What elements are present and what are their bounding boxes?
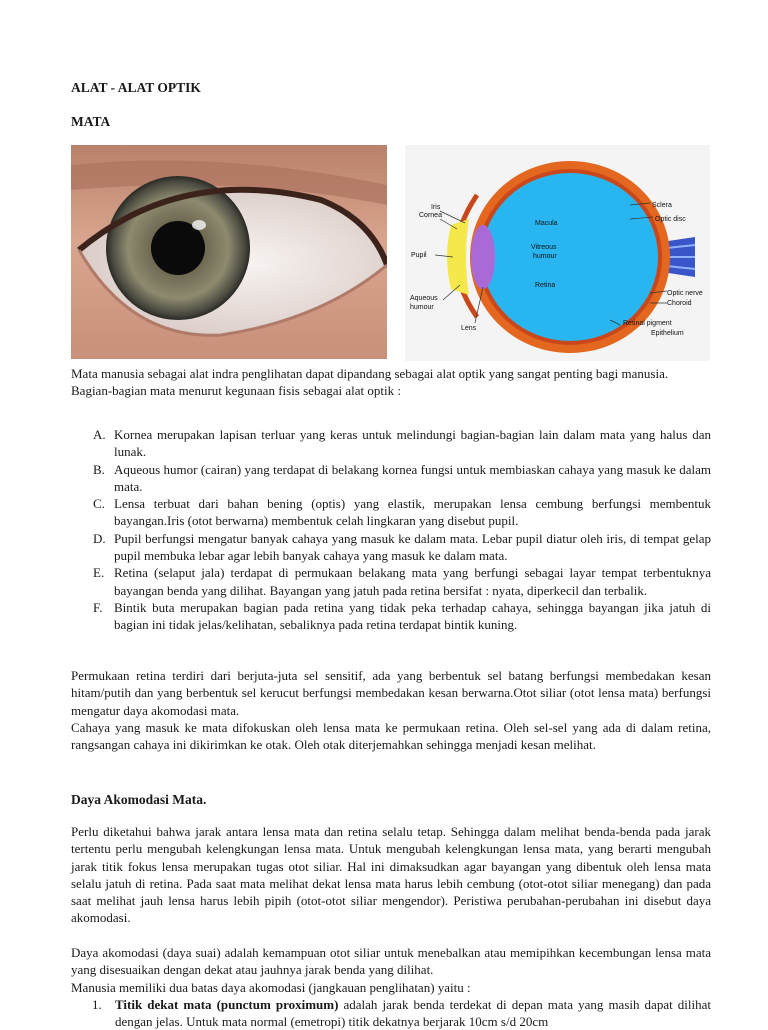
section-heading-mata: MATA xyxy=(71,114,111,129)
list-marker: E. xyxy=(93,565,105,581)
daya-paragraph-2: Daya akomodasi (daya suai) adalah kemampuan otot siliar untuk menebalkan atau memipihkan kecembungan lensa mata yang disesuaikan dengan dekat atau jauhnya jarak benda yang dilihat. xyxy=(71,945,711,978)
intro-section xyxy=(71,365,711,400)
vitreous-shape xyxy=(482,173,658,341)
label-lens: Lens xyxy=(461,325,477,332)
list-item xyxy=(71,564,711,599)
accommodation-limits-list xyxy=(71,996,711,1030)
label-retina: Retina xyxy=(535,282,556,289)
label-sclera: Sclera xyxy=(652,202,672,209)
list-item-text: Aqueous humor (cairan) yang terdapat di belakang kornea fungsi untuk membiaskan cahaya yang masuk ke dalam mata. xyxy=(114,461,711,494)
retina-section xyxy=(71,667,711,753)
intro-paragraph-1: Mata manusia sebagai alat indra penglihatan dapat dipandang sebagai alat optik yang sangat penting bagi manusia. xyxy=(71,366,669,381)
list-marker: B. xyxy=(93,461,105,477)
lens-shape xyxy=(471,225,495,289)
list-item-text: Retina (selaput jala) terdapat di permukaan belakang mata yang berfungi sebagai layar tempat terbentuknya bayangan benda yang dilihat. Bayangan yang jatuh pada retina bersifat : nyata, diperkecil dan terbalik. xyxy=(114,565,711,598)
list-item xyxy=(71,996,711,1030)
label-cornea: Cornea xyxy=(419,212,442,219)
list-item xyxy=(71,461,711,496)
list-marker: D. xyxy=(93,530,106,546)
label-iris: Iris xyxy=(431,204,441,211)
section-heading-daya-akomodasi: Daya Akomodasi Mata. xyxy=(71,792,207,807)
label-vitreous-humour: humour xyxy=(533,253,557,260)
retina-paragraph-1: Permukaan retina terdiri dari berjuta-juta sel sensitif, ada yang berbentuk sel batang berfungsi membedakan kesan hitam/putih dan yang berbentuk sel kerucut berfungsi membedakan kesan berwarna.Otot siliar (otot lensa mata) berfungsi mengatur daya akomodasi mata. xyxy=(71,668,711,718)
document-title: ALAT - ALAT OPTIK xyxy=(71,80,201,95)
daya-paragraph-3: Manusia memiliki dua batas daya akomodasi (jangkauan penglihatan) yaitu : xyxy=(71,979,471,995)
eye-parts-list xyxy=(71,426,711,634)
list-item xyxy=(71,599,711,634)
list-item xyxy=(71,495,711,530)
list-item-text: Kornea merupakan lapisan terluar yang keras untuk melindungi bagian-bagian lain dalam mata yang halus dan lunak. xyxy=(114,427,711,460)
list-marker: F. xyxy=(93,599,103,615)
list-item-term: Titik dekat mata (punctum proximum) xyxy=(115,996,339,1012)
label-optic-nerve: Optic nerve xyxy=(667,290,703,297)
list-marker: C. xyxy=(93,496,105,512)
label-aqueous-humour: humour xyxy=(410,304,434,311)
label-macula: Macula xyxy=(535,220,558,227)
retina-paragraph-2: Cahaya yang masuk ke mata difokuskan oleh lensa mata ke permukaan retina. Oleh sel-sel yang ada di dalam retina, rangsangan cahaya ini dikirimkan ke otak. Oleh otak diterjemahkan sehingga menjadi kesan melihat. xyxy=(71,719,711,753)
daya-paragraph-1-block xyxy=(71,823,711,927)
label-choroid: Choroid xyxy=(667,300,692,307)
eye-anatomy-diagram xyxy=(405,145,710,361)
label-epithelium: Epithelium xyxy=(651,330,684,337)
daya-paragraph-1: Perlu diketahui bahwa jarak antara lensa mata dan retina selalu tetap. Sehingga dalam melihat benda-benda pada jarak tertentu perlu mengubah kelengkungan lensa mata. Untuk mengubah kelengkungan lensa mata, yang berarti mengubah jarak titik fokus lensa merupakan tugas otot siliar. Hal ini dimaksudkan agar bayangan yang dibentuk oleh lensa mata selalu jatuh di retina. Pada saat mata melihat dekat lensa mata harus lebih cembung (otot-otot siliar menegang) dan pada saat melihat jauh lensa harus lebih pipih (otot-otot siliar mengendor). Peristiwa perubahan-perubahan ini disebut daya akomodasi. xyxy=(71,824,711,926)
list-item xyxy=(71,426,711,461)
list-marker: 1. xyxy=(92,996,102,1012)
list-item-text: Bintik buta merupakan bagian pada retina yang tidak peka terhadap cahaya, sehingga bayangan jika jatuh di bagian ini tidak jelas/kelihatan, sebaliknya pada retina terdapat bintik kuning. xyxy=(114,599,711,633)
figures-row xyxy=(71,145,711,361)
label-aqueous: Aqueous xyxy=(410,295,438,302)
list-item-text: Pupil berfungsi mengatur banyak cahaya yang masuk ke dalam mata. Lebar pupil diatur oleh iris, di tempat gelap pupil membuka lebar agar lebih banyak cahaya yang masuk ke dalam mata. xyxy=(114,530,711,564)
list-marker: A. xyxy=(93,427,106,442)
eye-photo xyxy=(71,145,387,359)
daya-paragraph-2-block xyxy=(71,944,711,1030)
label-retinal-pigment: Retinal pigment xyxy=(623,320,672,327)
list-item-text: adalah jarak benda terdekat di depan mata yang masih dapat dilihat dengan jelas. Untuk mata normal (emetropi) titik dekatnya berjarak 10cm s/d 20cm xyxy=(115,996,711,1030)
label-vitreous: Vitreous xyxy=(531,244,557,251)
intro-paragraph-2: Bagian-bagian mata menurut kegunaan fisis sebagai alat optik : xyxy=(71,383,401,399)
label-pupil: Pupil xyxy=(411,252,427,259)
list-item-text: Lensa terbuat dari bahan bening (optis) yang elastik, merupakan lensa cembung berfungsi membentuk bayangan.Iris (otot berwarna) membentuk celah lingkaran yang disebut pupil. xyxy=(114,496,711,529)
label-optic-disc: Optic disc xyxy=(655,216,686,223)
list-item xyxy=(71,530,711,565)
